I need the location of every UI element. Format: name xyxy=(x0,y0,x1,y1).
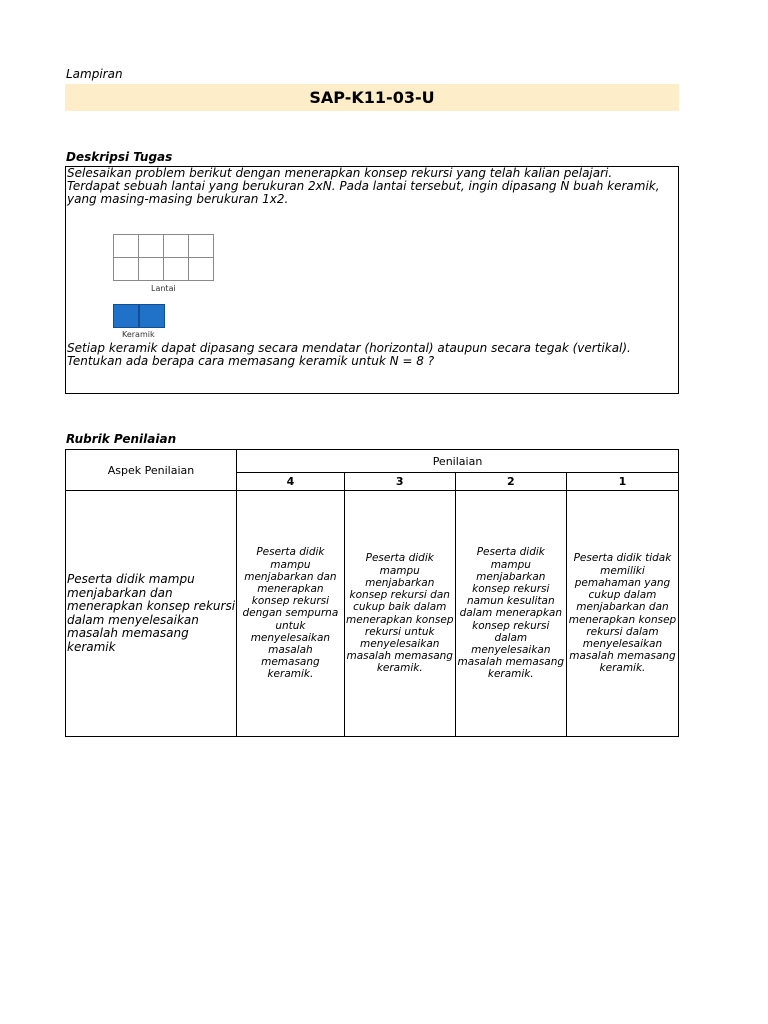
tile-half-right xyxy=(139,304,165,328)
floor-illustration xyxy=(113,234,214,281)
aspek-description: Peserta didik mampu menjabarkan dan menerapkan konsep rekursi dalam menyelesaikan masalah memasang keramik xyxy=(66,491,237,737)
tile-label: Keramik xyxy=(122,330,155,339)
deskripsi-box xyxy=(65,166,679,394)
title-bar xyxy=(65,84,679,111)
deskripsi-heading: Deskripsi Tugas xyxy=(66,150,173,164)
rubrik-heading: Rubrik Penilaian xyxy=(66,432,177,446)
criteria-score-3: Peserta didik mampu menjabarkan konsep rekursi dan cukup baik dalam menerapkan konsep rekursi untuk menyelesaikan masalah memasang keramik. xyxy=(344,491,455,737)
lampiran-label: Lampiran xyxy=(66,67,123,81)
rubric-table xyxy=(65,449,679,737)
floor-label: Lantai xyxy=(151,284,176,293)
score-1: 1 xyxy=(566,473,678,491)
criteria-score-2: Peserta didik mampu menjabarkan konsep rekursi namun kesulitan dalam menerapkan konsep rekursi dalam menyelesaikan masalah memasang keramik. xyxy=(455,491,566,737)
criteria-score-4: Peserta didik mampu menjabarkan dan menerapkan konsep rekursi dengan sempurna untuk menyelesaikan masalah memasang keramik. xyxy=(237,491,345,737)
page-title: SAP-K11-03-U xyxy=(309,88,435,107)
deskripsi-paragraph-2: Setiap keramik dapat dipasang secara mendatar (horizontal) ataupun secara tegak (vertikal). Tentukan ada berapa cara memasang keramik untuk N = 8 ? xyxy=(67,341,631,368)
table-row xyxy=(66,491,679,737)
header-penilaian: Penilaian xyxy=(237,450,679,473)
score-4: 4 xyxy=(237,473,345,491)
score-2: 2 xyxy=(455,473,566,491)
tile-half-left xyxy=(113,304,139,328)
tile-illustration xyxy=(113,304,165,328)
deskripsi-paragraph-1: Selesaikan problem berikut dengan menerapkan konsep rekursi yang telah kalian pelajari. Terdapat sebuah lantai yang berukuran 2xN. Pada lantai tersebut, ingin dipasang N buah keramik, yang masing-masing berukuran 1x2. xyxy=(67,166,660,206)
criteria-score-1: Peserta didik tidak memiliki pemahaman yang cukup dalam menjabarkan dan menerapkan konsep rekursi dalam menyelesaikan masalah memasang keramik. xyxy=(566,491,678,737)
header-aspek: Aspek Penilaian xyxy=(66,450,237,491)
score-3: 3 xyxy=(344,473,455,491)
